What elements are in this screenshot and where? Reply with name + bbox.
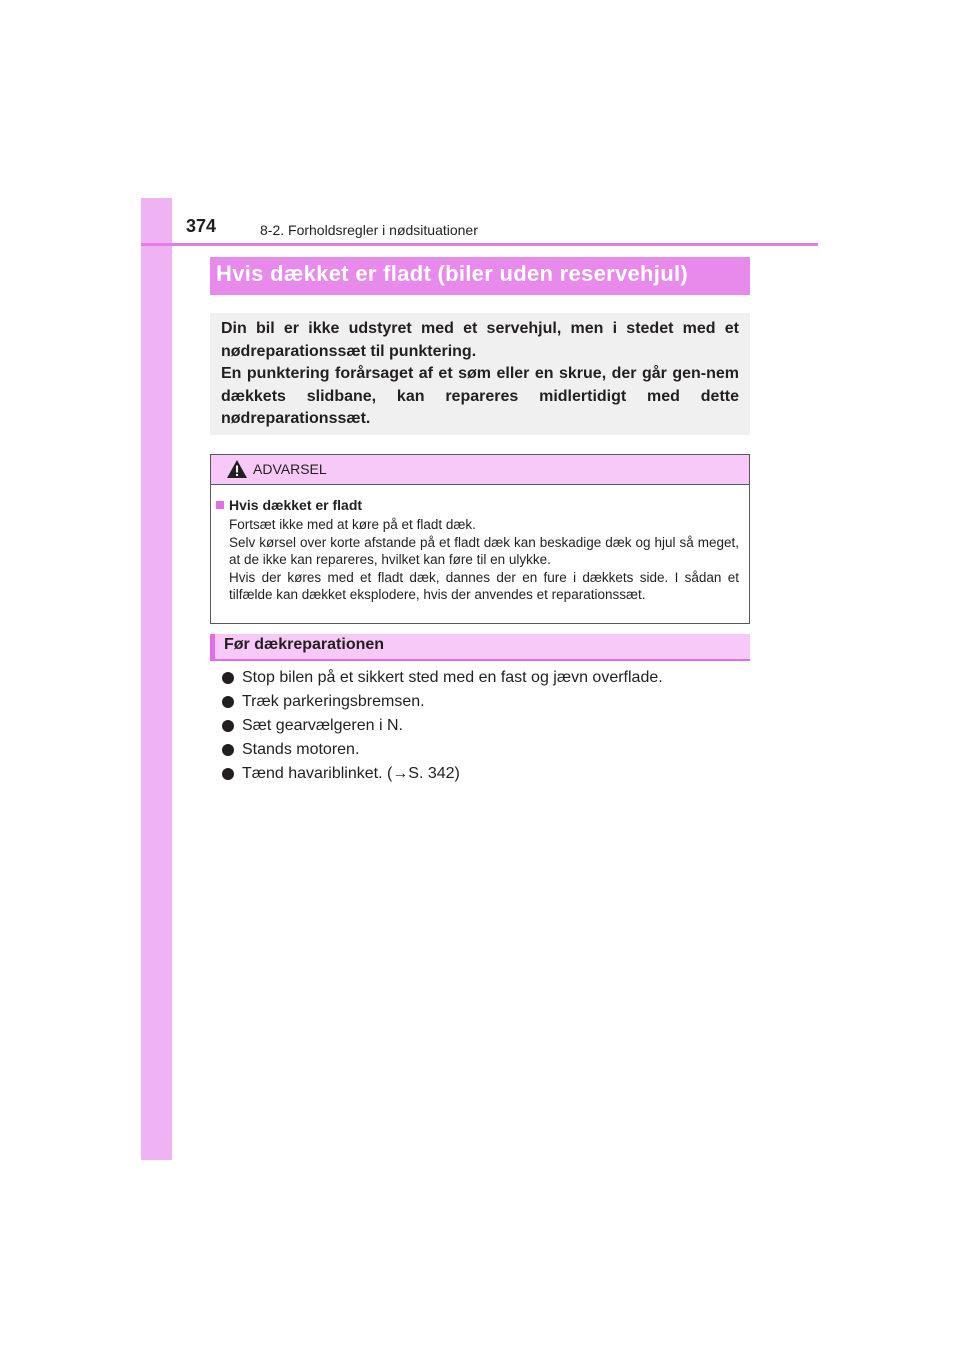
warning-triangle-icon — [226, 459, 248, 479]
list-item — [222, 738, 663, 762]
section-subheading: Før dækreparationen — [210, 634, 750, 661]
list-item — [222, 690, 663, 714]
header-divider — [141, 243, 818, 246]
list-item-text: Tænd havariblinket. (→S. 342) — [242, 765, 460, 782]
warning-paragraph: Fortsæt ikke med at køre på et fladt dæk. — [229, 517, 476, 532]
warning-paragraph: Hvis der køres med et fladt dæk, dannes der en fure i dækkets side. I sådan et tilfælde kan dækket eksplodere, hvis der anvendes et reparationssæt. — [229, 569, 739, 603]
intro-paragraph: Din bil er ikke udstyret med et servehjul, men i stedet med et nødreparationssæt til punktering. — [221, 320, 739, 360]
list-item-text: Stands motoren. — [242, 741, 360, 758]
bullet-icon — [222, 696, 234, 708]
bullet-icon — [222, 768, 234, 780]
intro-paragraph: En punktering forårsaget af et søm eller en skrue, der går gen-nem dækkets slidbane, kan repareres midlertidigt med dette nødreparationssæt. — [221, 365, 739, 427]
chapter-side-tab — [141, 198, 172, 1160]
list-item — [222, 666, 663, 690]
warning-box — [210, 454, 750, 624]
bullet-icon — [222, 672, 234, 684]
list-item-text: Sæt gearvælgeren i N. — [242, 717, 403, 734]
warning-label: ADVARSEL — [253, 461, 327, 477]
page-title: Hvis dækket er fladt (biler uden reservehjul) — [210, 257, 750, 295]
square-bullet-icon — [216, 501, 224, 509]
warning-header — [211, 455, 749, 485]
steps-list — [222, 666, 663, 786]
bullet-icon — [222, 744, 234, 756]
section-breadcrumb: 8-2. Forholdsregler i nødsituationer — [260, 222, 478, 238]
list-item — [222, 714, 663, 738]
warning-body — [211, 485, 749, 604]
page-number: 374 — [186, 216, 217, 236]
bullet-icon — [222, 720, 234, 732]
warning-text — [216, 516, 739, 604]
list-item — [222, 762, 663, 786]
warning-paragraph: Selv kørsel over korte afstande på et fladt dæk kan beskadige dæk og hjul så meget, at de ikke kan repareres, hvilket kan føre til en ulykke. — [229, 534, 739, 568]
warning-heading-text: Hvis dækket er fladt — [229, 497, 363, 513]
warning-heading — [216, 497, 739, 513]
list-item-text: Stop bilen på et sikkert sted med en fast og jævn overflade. — [242, 669, 663, 686]
intro-box — [210, 313, 750, 435]
list-item-text: Træk parkeringsbremsen. — [242, 693, 425, 710]
